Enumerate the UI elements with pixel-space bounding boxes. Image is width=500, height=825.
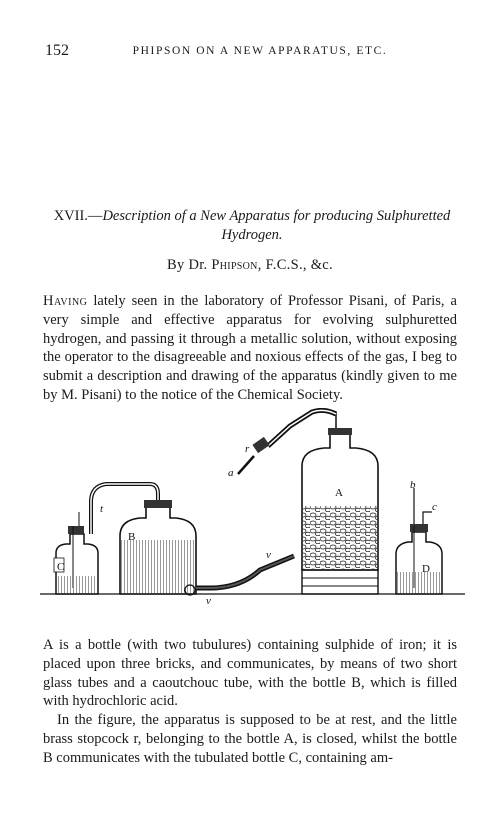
intro-lead-word: Having — [43, 293, 88, 309]
label-r: r — [245, 443, 250, 455]
bottle-a — [302, 412, 378, 594]
label-t: t — [100, 503, 104, 515]
byline-author: Phipson — [211, 257, 258, 273]
label-b: B — [128, 531, 136, 543]
byline-suffix: , F.C.S., &c. — [257, 257, 333, 273]
bottle-b — [120, 500, 196, 594]
article-title-text: Description of a New Apparatus for producing Sulphuretted Hydrogen. — [102, 208, 451, 243]
page-number: 152 — [45, 42, 69, 59]
body-paragraph-3: In the figure, the apparatus is supposed to be at rest, and the little brass stopcock r, belonging to the bottle A, is closed, whilst the bottle B communicates with the tubulated bottle C, containing am- — [43, 712, 457, 766]
page-header — [45, 42, 455, 62]
byline-prefix: By Dr. — [167, 257, 208, 273]
article-title — [52, 207, 452, 245]
label-b-lower: b — [410, 479, 416, 491]
label-c-lower: c — [432, 501, 437, 513]
apparatus-illustration — [40, 408, 465, 628]
label-a: A — [335, 487, 343, 499]
intro-paragraph — [43, 292, 457, 405]
label-a-lower: a — [228, 467, 234, 479]
label-c: C — [57, 561, 65, 573]
label-d: D — [422, 563, 430, 575]
label-v-lower: v — [206, 595, 211, 607]
intro-text: lately seen in the laboratory of Professor Pisani, of Paris, a very simple and effective apparatus for evolving sulphuretted hydrogen, and passing it through a metallic solution, without exposing the operator to the disagreeable and noxious effects of the gas, I beg to submit a description and drawing of the apparatus (kindly given to me by M. Pisani) to the notice of the Chemical Society. — [43, 293, 457, 403]
article-number: XVII.— — [53, 208, 103, 224]
body-paragraph-2: A is a bottle (with two tubulures) containing sulphide of iron; it is placed upon three bricks, and communicates, by means of two short glass tubes and a caoutchouc tube, with the bottle B, which is filled with hydrochloric acid. — [43, 637, 457, 710]
apparatus-figure — [40, 408, 465, 628]
label-v-upper: v — [266, 549, 271, 561]
byline — [0, 257, 500, 274]
running-head: PHIPSON ON A NEW APPARATUS, ETC. — [132, 45, 388, 57]
